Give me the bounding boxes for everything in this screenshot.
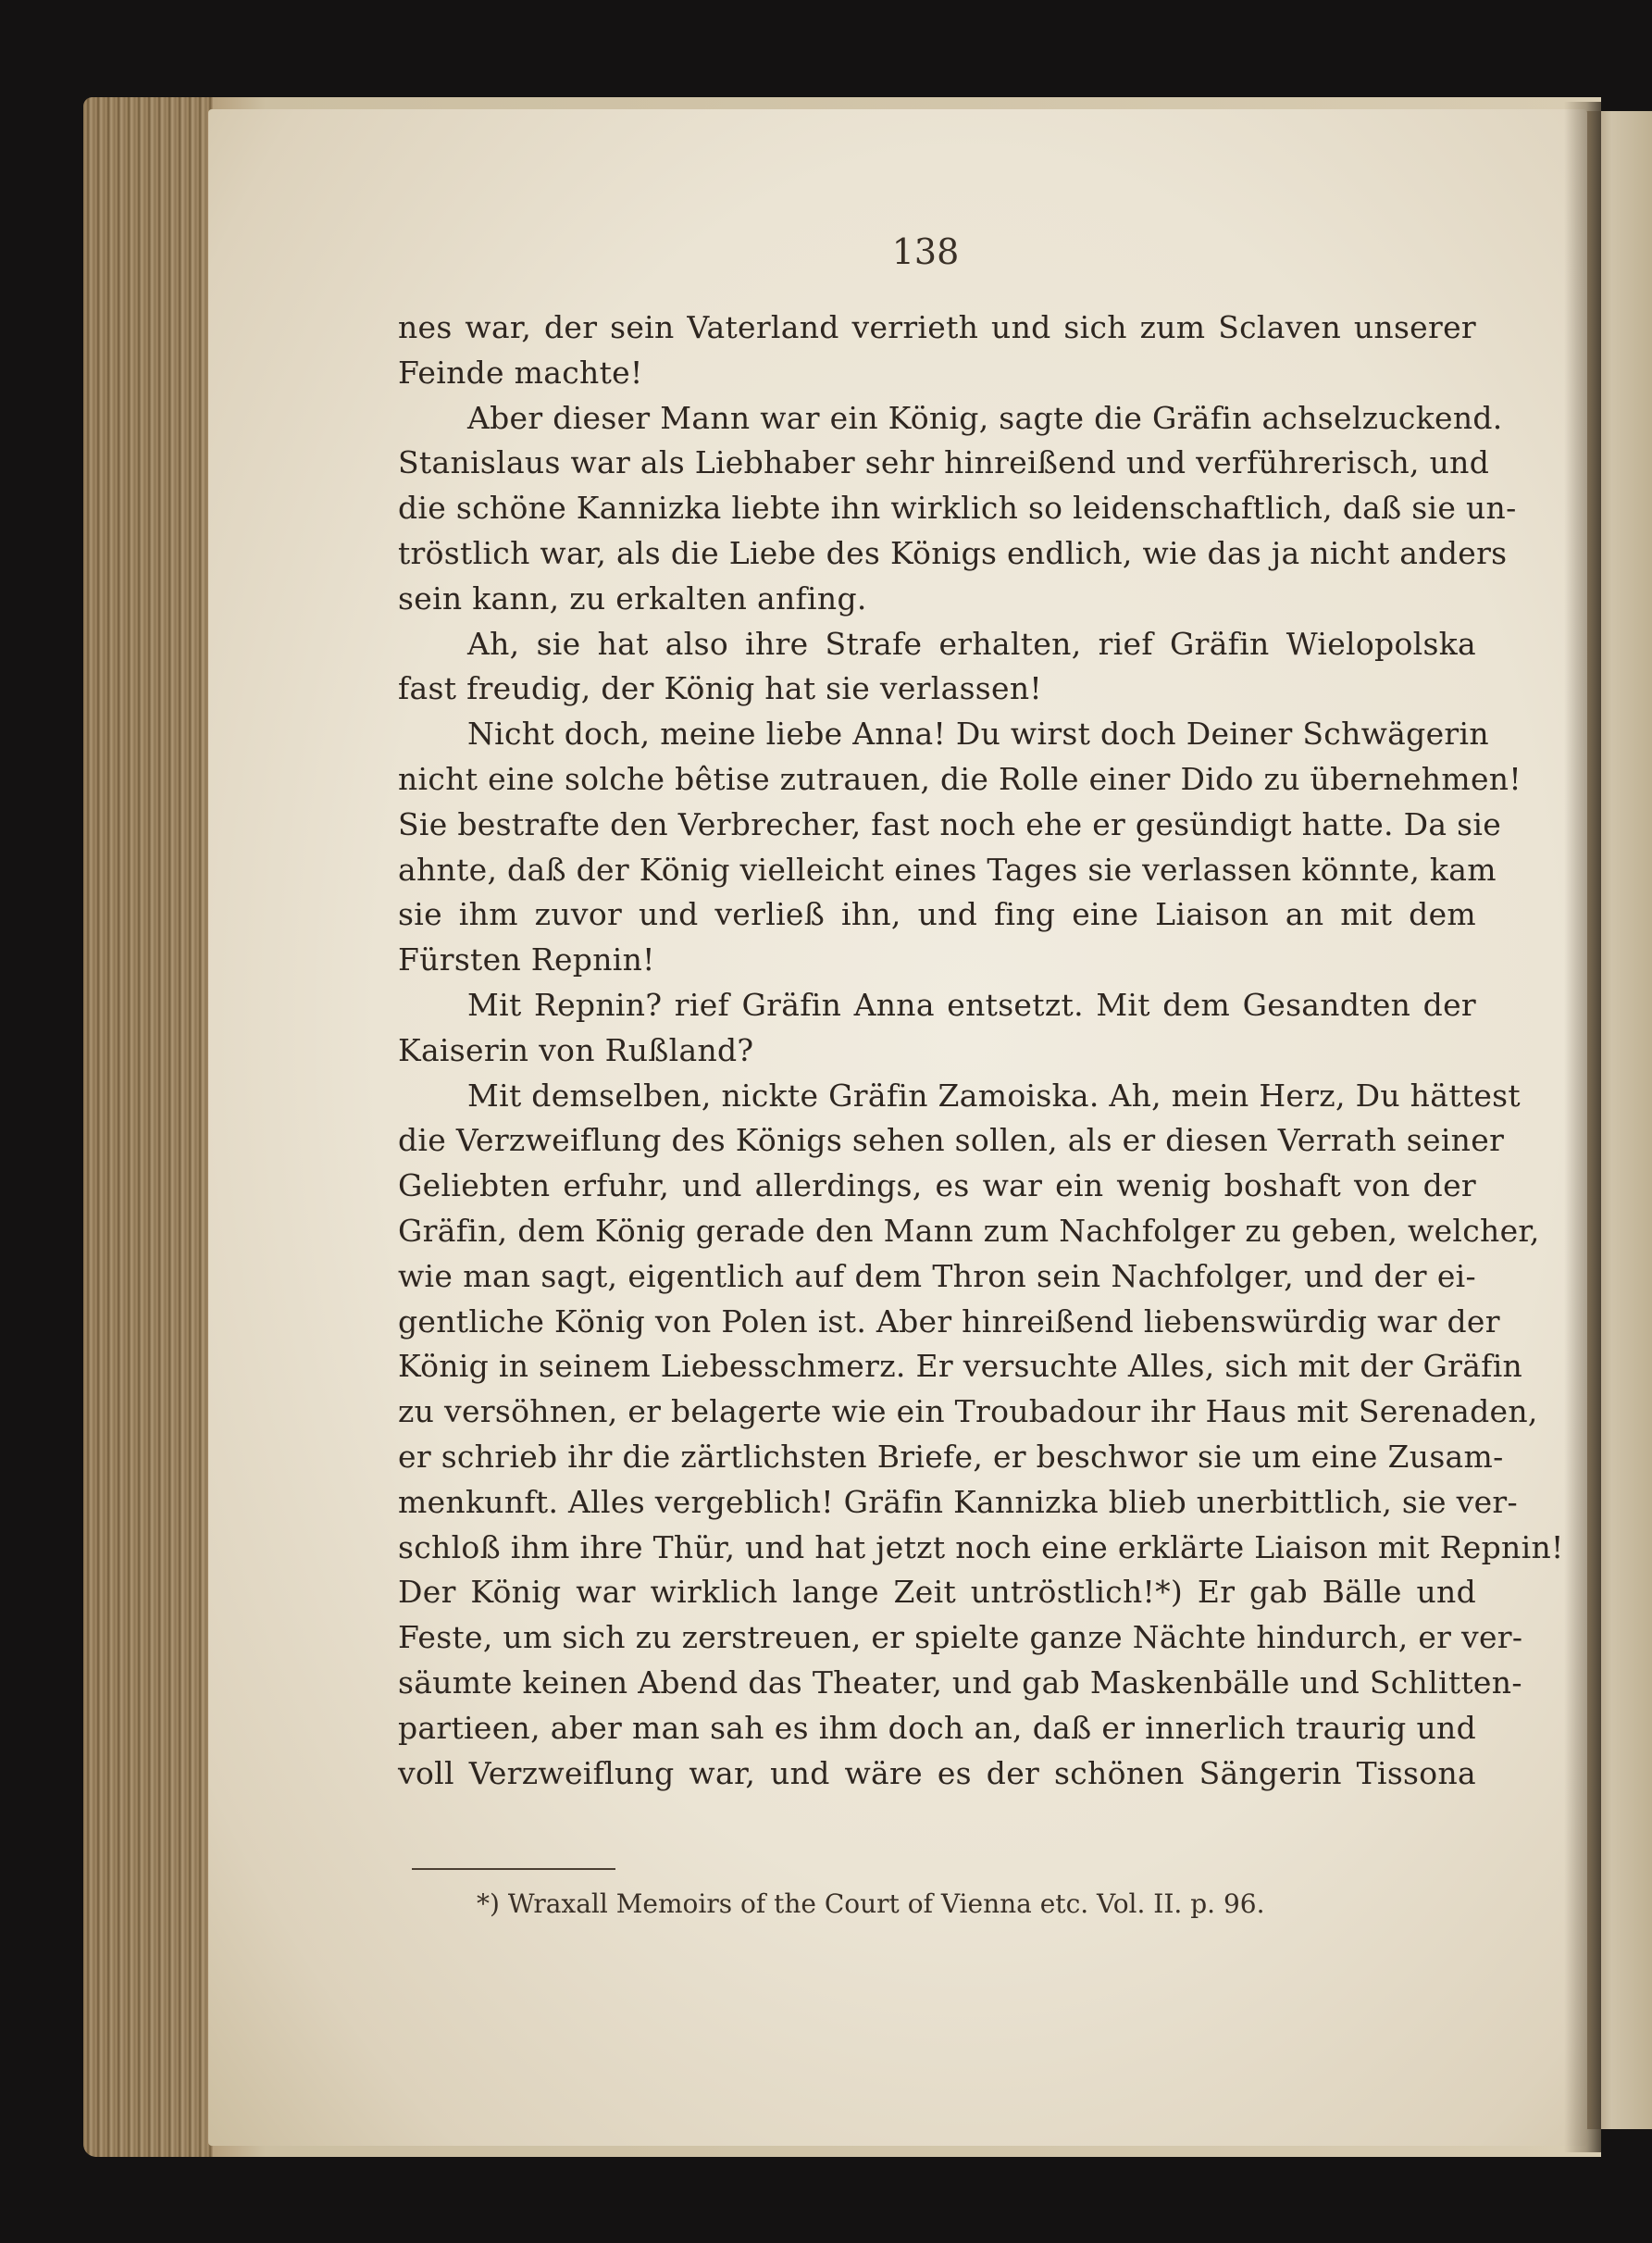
text-line: nes war, der sein Vaterland verrieth und sich zum Sclaven unserer	[398, 309, 1476, 345]
body-text	[398, 305, 1564, 1796]
text-line: säumte keinen Abend das Theater, und gab Maskenbälle und Schlitten-	[398, 1664, 1522, 1701]
text-line: Der König war wirklich lange Zeit untröstlich!*) Er gab Bälle und	[398, 1574, 1476, 1611]
text-line: schloß ihm ihre Thür, und hat jetzt noch eine erklärte Liaison mit Repnin!	[398, 1528, 1564, 1565]
text-line: partieen, aber man sah es ihm doch an, daß er innerlich traurig und	[398, 1709, 1476, 1746]
text-line: wie man sagt, eigentlich auf dem Thron sein Nachfolger, und der ei-	[398, 1257, 1476, 1294]
text-line: menkunft. Alles vergeblich! Gräfin Kannizka blieb unerbittlich, sie ver-	[398, 1483, 1518, 1520]
text-line: zu versöhnen, er belagerte wie ein Troubadour ihr Haus mit Serenaden,	[398, 1393, 1538, 1430]
footnote-divider	[412, 1868, 615, 1870]
text-line: Feinde machte!	[398, 354, 643, 391]
footnote: *) Wraxall Memoirs of the Court of Vienna etc. Vol. II. p. 96.	[477, 1888, 1265, 1919]
text-line: fast freudig, der König hat sie verlassen!	[398, 670, 1042, 707]
text-line: voll Verzweiflung war, und wäre es der schönen Sängerin Tissona	[398, 1754, 1476, 1791]
text-line: gentliche König von Polen ist. Aber hinreißend liebenswürdig war der	[398, 1302, 1500, 1340]
text-line: tröstlich war, als die Liebe des Königs endlich, wie das ja nicht anders	[398, 534, 1508, 571]
text-line: ahnte, daß der König vielleicht eines Tages sie verlassen könnte, kam	[398, 851, 1497, 888]
text-line: die Verzweiflung des Königs sehen sollen, als er diesen Verrath seiner	[398, 1122, 1505, 1159]
text-line: Nicht doch, meine liebe Anna! Du wirst doch Deiner Schwägerin	[467, 716, 1489, 753]
text-line: nicht eine solche bêtise zutrauen, die Rolle einer Dido zu übernehmen!	[398, 760, 1522, 797]
text-line: Aber dieser Mann war ein König, sagte die Gräfin achselzuckend.	[467, 399, 1503, 436]
text-line: Stanislaus war als Liebhaber sehr hinreißend und verführerisch, und	[398, 444, 1490, 481]
text-line: Fürsten Repnin!	[398, 941, 655, 978]
text-line: Mit demselben, nickte Gräfin Zamoiska. Ah, mein Herz, Du hättest	[467, 1077, 1521, 1114]
text-line: Sie bestrafte den Verbrecher, fast noch ehe er gesündigt hatte. Da sie	[398, 805, 1502, 842]
text-line: Gräfin, dem König gerade den Mann zum Nachfolger zu geben, welcher,	[398, 1212, 1540, 1249]
text-line: er schrieb ihr die zärtlichsten Briefe, er beschwor sie um eine Zusam-	[398, 1438, 1504, 1475]
text-line: König in seinem Liebesschmerz. Er versuchte Alles, sich mit der Gräfin	[398, 1348, 1523, 1385]
text-line: sein kann, zu erkalten anfing.	[398, 579, 867, 617]
text-line: die schöne Kannizka liebte ihn wirklich so leidenschaftlich, daß sie un-	[398, 490, 1517, 527]
text-line: Mit Repnin? rief Gräfin Anna entsetzt. Mit dem Gesandten der	[467, 986, 1476, 1023]
text-line: Geliebten erfuhr, und allerdings, es war ein wenig boshaft von der	[398, 1167, 1476, 1204]
text-line: sie ihm zuvor und verließ ihn, und fing eine Liaison an mit dem	[398, 896, 1476, 933]
text-line: Feste, um sich zu zerstreuen, er spielte ganze Nächte hindurch, er ver-	[398, 1619, 1523, 1656]
page-number: 138	[891, 231, 960, 272]
page-edges	[83, 97, 213, 2157]
spine-shadow	[1564, 102, 1601, 2152]
text-line: Kaiserin von Rußland?	[398, 1031, 754, 1068]
text-line: Ah, sie hat also ihre Strafe erhalten, rief Gräfin Wielopolska	[467, 625, 1476, 662]
